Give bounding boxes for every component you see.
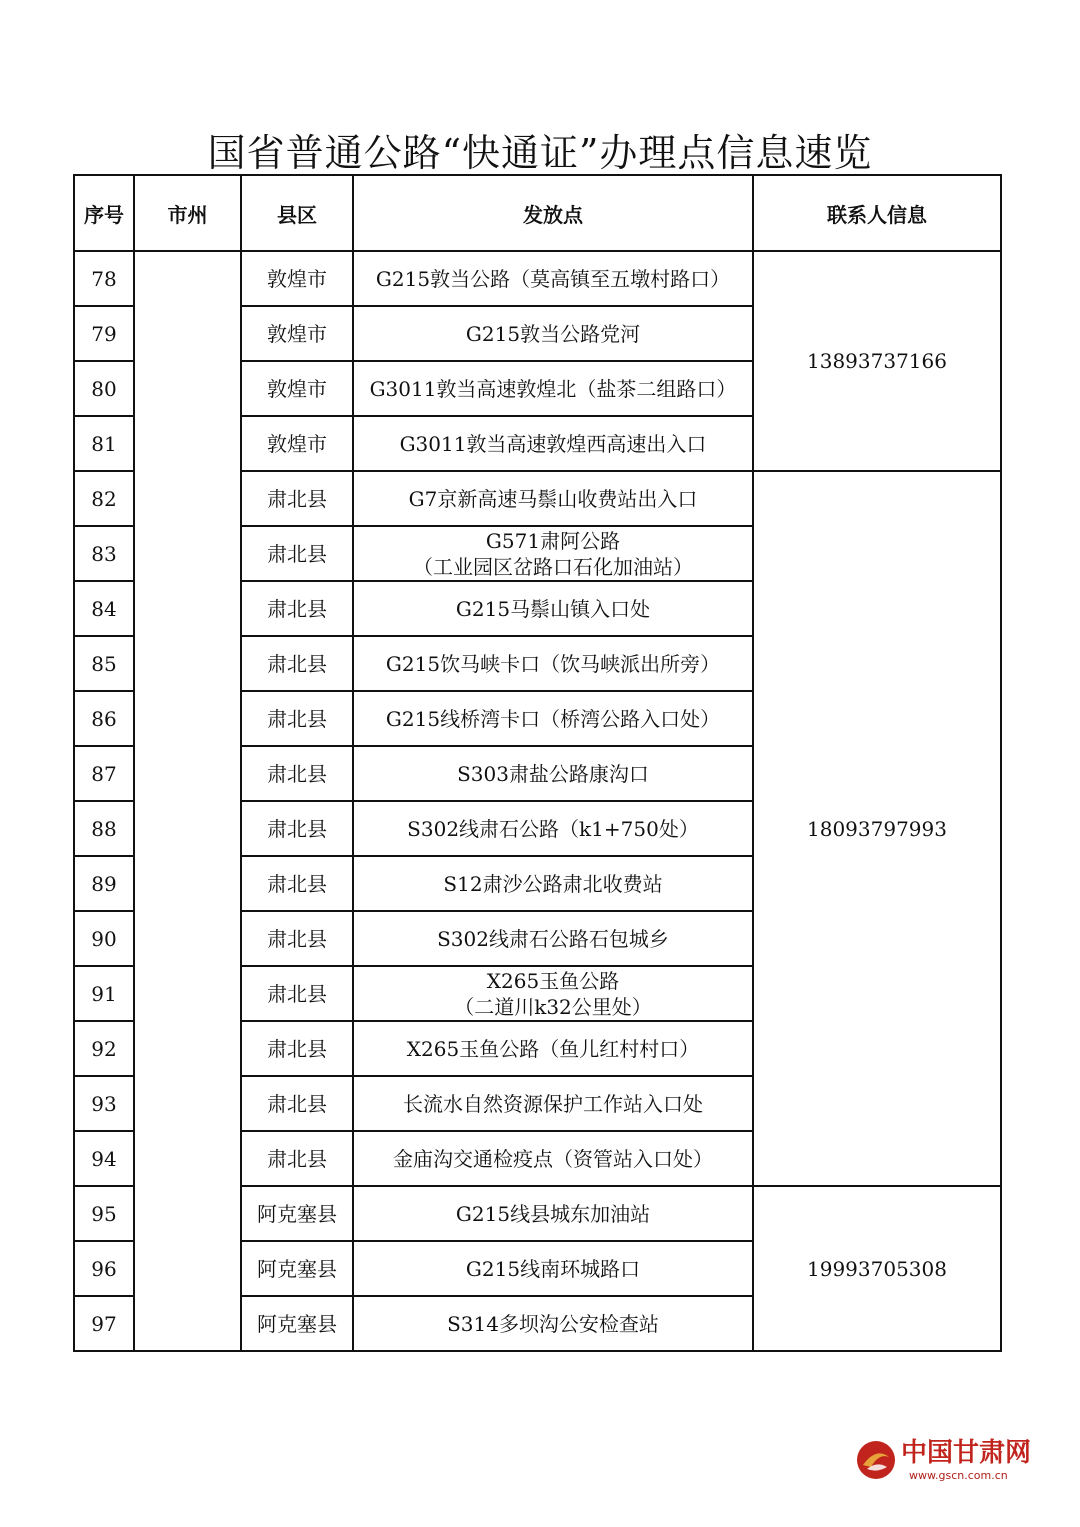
page-title: 国省普通公路“快通证”办理点信息速览 — [207, 131, 873, 175]
seq-cell: 84 — [74, 581, 134, 636]
header-site: 发放点 — [353, 175, 753, 251]
site-cell: G215线县城东加油站 — [353, 1186, 753, 1241]
seq-cell: 83 — [74, 526, 134, 581]
seq-cell: 79 — [74, 306, 134, 361]
county-cell: 敦煌市 — [241, 416, 353, 471]
site-cell: X265玉鱼公路（鱼儿红村村口） — [353, 1021, 753, 1076]
logo-url: www.gscn.com.cn — [909, 1469, 1008, 1482]
site-line: G571肃阿公路 — [485, 528, 621, 553]
seq-cell: 88 — [74, 801, 134, 856]
county-cell: 敦煌市 — [241, 361, 353, 416]
site-cell: 长流水自然资源保护工作站入口处 — [353, 1076, 753, 1131]
site-cell: G215线南环城路口 — [353, 1241, 753, 1296]
header-contact: 联系人信息 — [753, 175, 1001, 251]
county-cell: 肃北县 — [241, 636, 353, 691]
seq-cell: 81 — [74, 416, 134, 471]
county-cell: 肃北县 — [241, 691, 353, 746]
site-cell: S302线肃石公路（k1+750处） — [353, 801, 753, 856]
site-cell: 金庙沟交通检疫点（资管站入口处） — [353, 1131, 753, 1186]
seq-cell: 80 — [74, 361, 134, 416]
site-line: （工业园区岔路口石化加油站） — [413, 554, 693, 579]
seq-cell: 92 — [74, 1021, 134, 1076]
seq-cell: 95 — [74, 1186, 134, 1241]
seq-cell: 91 — [74, 966, 134, 1021]
seq-cell: 82 — [74, 471, 134, 526]
seq-cell: 85 — [74, 636, 134, 691]
site-cell: G7京新高速马鬃山收费站出入口 — [353, 471, 753, 526]
seq-cell: 86 — [74, 691, 134, 746]
site-cell: G215线桥湾卡口（桥湾公路入口处） — [353, 691, 753, 746]
table-header-row — [74, 175, 1001, 251]
seq-cell: 90 — [74, 911, 134, 966]
logo-name: 中国甘肃网 — [901, 1438, 1032, 1468]
gscn-logo-icon — [855, 1439, 897, 1481]
table-row — [74, 251, 1001, 306]
city-cell — [134, 251, 241, 1351]
county-cell: 阿克塞县 — [241, 1186, 353, 1241]
header-county: 县区 — [241, 175, 353, 251]
site-cell — [353, 966, 753, 1021]
contact-cell: 19993705308 — [753, 1186, 1001, 1351]
site-cell: S302线肃石公路石包城乡 — [353, 911, 753, 966]
site-cell: S12肃沙公路肃北收费站 — [353, 856, 753, 911]
seq-cell: 97 — [74, 1296, 134, 1351]
site-cell: S303肃盐公路康沟口 — [353, 746, 753, 801]
site-cell: G3011敦当高速敦煌西高速出入口 — [353, 416, 753, 471]
seq-cell: 94 — [74, 1131, 134, 1186]
county-cell: 肃北县 — [241, 581, 353, 636]
header-city: 市州 — [134, 175, 241, 251]
seq-cell: 78 — [74, 251, 134, 306]
county-cell: 肃北县 — [241, 471, 353, 526]
site-cell: G215敦当公路（莫高镇至五墩村路口） — [353, 251, 753, 306]
seq-cell: 96 — [74, 1241, 134, 1296]
site-cell: G215马鬃山镇入口处 — [353, 581, 753, 636]
seq-cell: 89 — [74, 856, 134, 911]
gscn-watermark-logo — [855, 1437, 1030, 1485]
county-cell: 肃北县 — [241, 526, 353, 581]
site-cell: S314多坝沟公安检查站 — [353, 1296, 753, 1351]
county-cell: 阿克塞县 — [241, 1296, 353, 1351]
contact-cell: 13893737166 — [753, 251, 1001, 471]
site-line: （二道川k32公里处） — [454, 994, 652, 1019]
site-cell: G215敦当公路党河 — [353, 306, 753, 361]
county-cell: 肃北县 — [241, 1076, 353, 1131]
county-cell: 肃北县 — [241, 746, 353, 801]
county-cell: 肃北县 — [241, 911, 353, 966]
county-cell: 肃北县 — [241, 1021, 353, 1076]
info-table — [73, 174, 1002, 1352]
county-cell: 肃北县 — [241, 801, 353, 856]
site-cell: G215饮马峡卡口（饮马峡派出所旁） — [353, 636, 753, 691]
county-cell: 敦煌市 — [241, 251, 353, 306]
seq-cell: 87 — [74, 746, 134, 801]
county-cell: 敦煌市 — [241, 306, 353, 361]
county-cell: 肃北县 — [241, 856, 353, 911]
site-line: X265玉鱼公路 — [486, 968, 620, 993]
county-cell: 肃北县 — [241, 1131, 353, 1186]
contact-cell: 18093797993 — [753, 471, 1001, 1186]
seq-cell: 93 — [74, 1076, 134, 1131]
site-cell: G3011敦当高速敦煌北（盐茶二组路口） — [353, 361, 753, 416]
site-cell — [353, 526, 753, 581]
county-cell: 阿克塞县 — [241, 1241, 353, 1296]
header-seq: 序号 — [74, 175, 134, 251]
county-cell: 肃北县 — [241, 966, 353, 1021]
